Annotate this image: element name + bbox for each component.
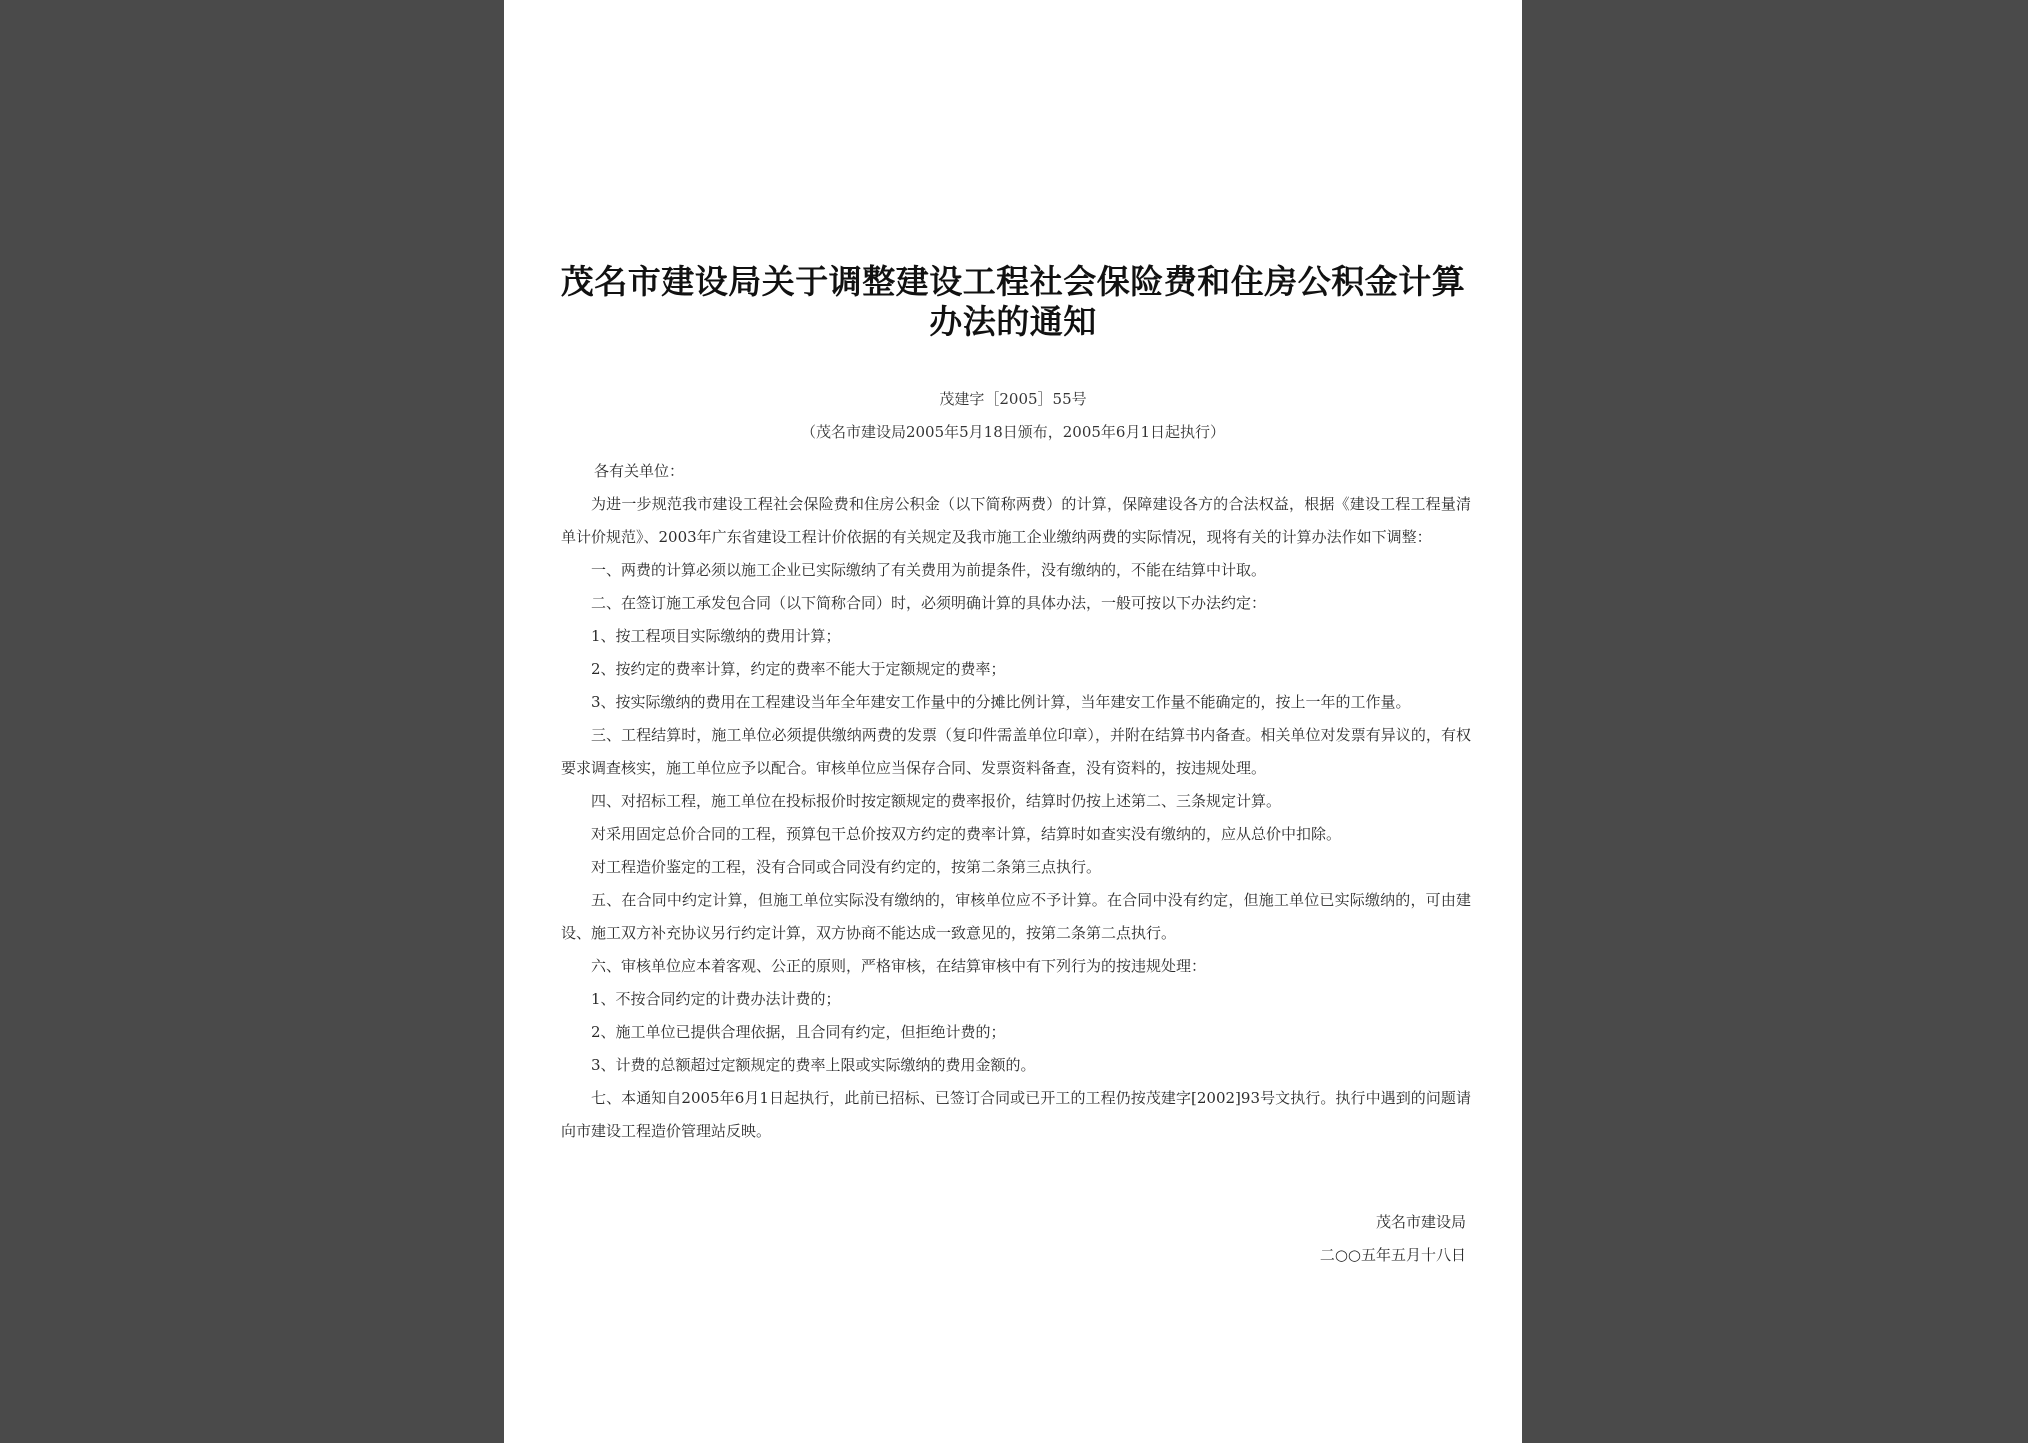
document-title: 茂名市建设局关于调整建设工程社会保险费和住房公积金计算办法的通知	[560, 262, 1466, 341]
paragraph: 七、本通知自2005年6月1日起执行，此前已招标、已签订合同或已开工的工程仍按茂建字[2002]93号文执行。执行中遇到的问题请向市建设工程造价管理站反映。	[561, 1089, 1471, 1140]
paragraph: 1、不按合同约定的计费办法计费的；	[591, 990, 841, 1008]
paragraph: 对工程造价鉴定的工程，没有合同或合同没有约定的，按第二条第三点执行。	[591, 858, 1102, 876]
paragraph: 3、计费的总额超过定额规定的费率上限或实际缴纳的费用金额的。	[591, 1056, 1036, 1074]
paragraph: 五、在合同中约定计算，但施工单位实际没有缴纳的，审核单位应不予计算。在合同中没有约定，但施工单位已实际缴纳的，可由建设、施工双方补充协议另行约定计算，双方协商不能达成一致意见的，按第二条第二点执行。	[561, 891, 1471, 942]
signature-organization: 茂名市建设局	[1375, 1213, 1466, 1231]
document-page	[504, 0, 1522, 1443]
document-body	[561, 488, 1471, 1148]
salutation: 各有关单位：	[594, 462, 685, 480]
paragraph: 对采用固定总价合同的工程，预算包干总价按双方约定的费率计算，结算时如查实没有缴纳的，应从总价中扣除。	[591, 825, 1342, 843]
paragraph: 六、审核单位应本着客观、公正的原则，严格审核，在结算审核中有下列行为的按违规处理：	[591, 957, 1207, 975]
paragraph: 二、在签订施工承发包合同（以下简称合同）时，必须明确计算的具体办法，一般可按以下办法约定：	[591, 594, 1267, 612]
paragraph: 2、施工单位已提供合理依据，且合同有约定，但拒绝计费的；	[591, 1023, 1006, 1041]
paragraph: 一、两费的计算必须以施工企业已实际缴纳了有关费用为前提条件，没有缴纳的，不能在结算中计取。	[591, 561, 1267, 579]
paragraph: 为进一步规范我市建设工程社会保险费和住房公积金（以下简称两费）的计算，保障建设各方的合法权益，根据《建设工程工程量清单计价规范》、2003年广东省建设工程计价依据的有关规定及我市施工企业缴纳两费的实际情况，现将有关的计算办法作如下调整：	[561, 495, 1471, 546]
document-number: 茂建字［2005］55号	[939, 390, 1087, 408]
issued-note: （茂名市建设局2005年5月18日颁布，2005年6月1日起执行）	[800, 423, 1226, 441]
paragraph: 三、工程结算时，施工单位必须提供缴纳两费的发票（复印件需盖单位印章），并附在结算书内备查。相关单位对发票有异议的，有权要求调查核实，施工单位应予以配合。审核单位应当保存合同、发票资料备查，没有资料的，按违规处理。	[561, 726, 1471, 777]
paragraph: 四、对招标工程，施工单位在投标报价时按定额规定的费率报价，结算时仍按上述第二、三条规定计算。	[591, 792, 1282, 810]
paragraph: 1、按工程项目实际缴纳的费用计算；	[591, 627, 841, 645]
signature-date: 二○○五年五月十八日	[1319, 1246, 1466, 1264]
paragraph: 3、按实际缴纳的费用在工程建设当年全年建安工作量中的分摊比例计算，当年建安工作量不能确定的，按上一年的工作量。	[591, 693, 1411, 711]
paragraph: 2、按约定的费率计算，约定的费率不能大于定额规定的费率；	[591, 660, 1006, 678]
